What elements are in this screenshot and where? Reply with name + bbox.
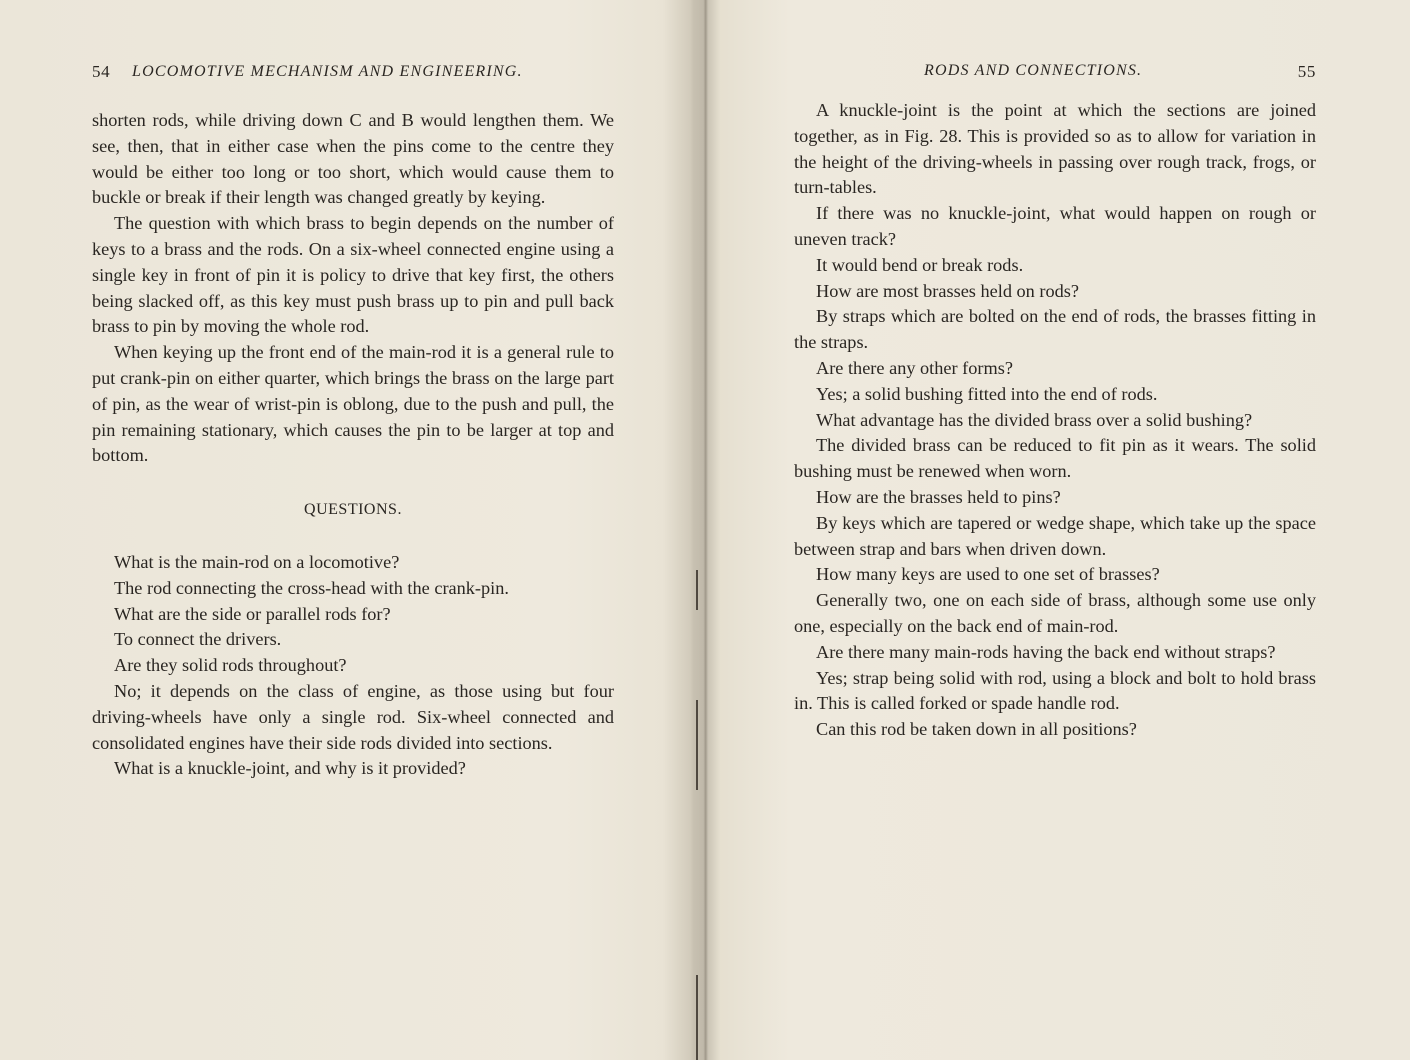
paragraph: The question with which brass to begin depends on the number of keys to a brass and the rods. On a six-wheel connected engine using a single key in front of pin it is policy to drive that key first, the others being slacked off, as this key must push brass up to pin and pull back brass to pin by moving the whole rod.: [92, 213, 614, 337]
left-running-head: [92, 62, 614, 88]
question-line: Are there any other forms?: [816, 357, 1013, 378]
gutter-shadow: [690, 0, 720, 1060]
answer-line: The divided brass can be reduced to fit pin as it wears. The solid bushing must be renewed when worn.: [794, 435, 1316, 482]
question-line: How many keys are used to one set of brasses?: [816, 564, 1160, 585]
answer-line: By keys which are tapered or wedge shape, which take up the space between strap and bars when driven down.: [794, 512, 1316, 559]
answer-line: The rod connecting the cross-head with the crank-pin.: [114, 577, 509, 598]
left-page-body: [92, 108, 614, 782]
left-running-title: LOCOMOTIVE MECHANISM AND ENGINEERING.: [132, 63, 523, 80]
paragraph: A knuckle-joint is the point at which the sections are joined together, as in Fig. 28. This is provided so as to allow for variation in the height of the driving-wheels in passing over rough track, frogs, or turn-tables.: [794, 100, 1316, 198]
answer-line: Yes; strap being solid with rod, using a block and bolt to hold brass in. This is called forked or spade handle rod.: [794, 667, 1316, 714]
right-running-head: [794, 62, 1316, 88]
binding-mark: [696, 700, 698, 790]
left-page-number: 54: [92, 62, 111, 81]
paragraph: shorten rods, while driving down C and B would lengthen them. We see, then, that in either case when the pins come to the centre they would be either too long or too short, which would cause them to buckle or break if their length was changed greatly by keying.: [92, 110, 614, 208]
answer-line: Yes; a solid bushing fitted into the end of rods.: [816, 383, 1158, 404]
question-line: Are there many main-rods having the back end without straps?: [816, 641, 1276, 662]
question-line: What is the main-rod on a locomotive?: [114, 551, 400, 572]
binding-mark: [696, 975, 698, 1060]
answer-line: No; it depends on the class of engine, as those using but four driving-wheels have only a single rod. Six-wheel connected and consolidated engines have their side rods divided into sections.: [92, 680, 614, 753]
answer-line: To connect the drivers.: [114, 629, 282, 650]
question-line: Can this rod be taken down in all positions?: [816, 719, 1137, 740]
question-line: What is a knuckle-joint, and why is it provided?: [114, 758, 466, 779]
question-line: Are they solid rods throughout?: [114, 655, 347, 676]
right-page-number: 55: [1297, 62, 1316, 81]
question-line: What advantage has the divided brass over a solid bushing?: [816, 409, 1253, 430]
section-heading: QUESTIONS.: [304, 501, 402, 519]
answer-line: By straps which are bolted on the end of rods, the brasses fitting in the straps.: [794, 306, 1316, 353]
question-line: If there was no knuckle-joint, what would happen on rough or uneven track?: [794, 203, 1316, 249]
question-line: What are the side or parallel rods for?: [114, 603, 391, 624]
answer-line: Generally two, one on each side of brass, although some use only one, especially on the back end of main-rod.: [794, 590, 1316, 636]
question-line: How are the brasses held to pins?: [816, 486, 1061, 507]
binding-mark: [696, 570, 698, 610]
paragraph: When keying up the front end of the main-rod it is a general rule to put crank-pin on either quarter, which brings the brass on the large part of pin, as the wear of wrist-pin is oblong, due to the push and pull, the pin remaining stationary, which causes the pin to be larger at top and bottom.: [92, 342, 614, 466]
question-line: How are most brasses held on rods?: [816, 280, 1079, 301]
right-page-body: [794, 98, 1316, 743]
answer-line: It would bend or break rods.: [816, 254, 1024, 275]
right-running-title: RODS AND CONNECTIONS.: [924, 62, 1143, 79]
